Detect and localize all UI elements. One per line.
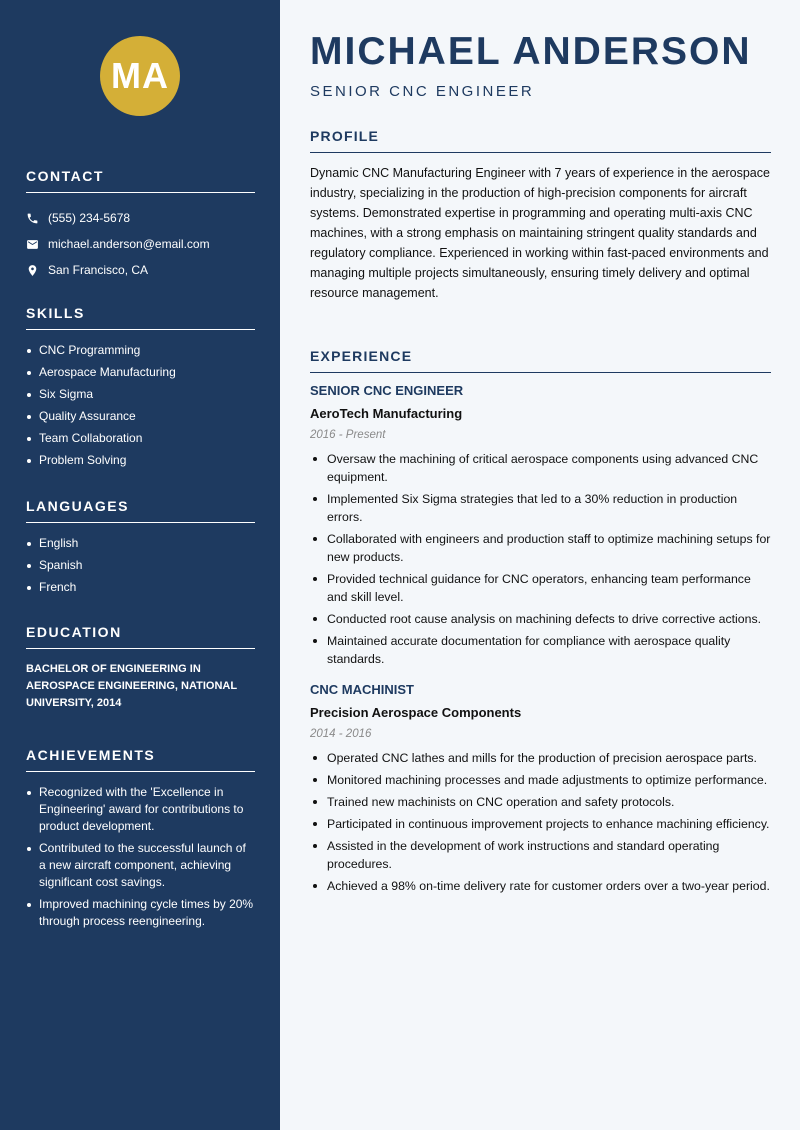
skill-item: Aerospace Manufacturing (26, 364, 255, 381)
languages-title: LANGUAGES (26, 498, 255, 523)
degree-text: BACHELOR OF ENGINEERING IN AEROSPACE ENGINEERING, NATIONAL UNIVERSITY, 2014 (26, 663, 237, 709)
job-entry (310, 383, 771, 668)
avatar: MA (100, 36, 180, 116)
skill-item: Six Sigma (26, 386, 255, 403)
job-bullet: Trained new machinists on CNC operation and safety protocols. (310, 793, 771, 811)
job-bullet: Implemented Six Sigma strategies that led to a 30% reduction in production errors. (310, 490, 771, 526)
job-bullet: Achieved a 98% on-time delivery rate for customer orders over a two-year period. (310, 877, 771, 895)
email-icon (26, 238, 39, 251)
skill-item: Quality Assurance (26, 408, 255, 425)
languages-section (26, 498, 255, 601)
contact-phone (26, 205, 255, 231)
job-bullet: Operated CNC lathes and mills for the production of precision aerospace parts. (310, 749, 771, 767)
phone-text: (555) 234-5678 (48, 211, 131, 225)
job-dates: 2016 - Present (310, 429, 386, 441)
profile-text: Dynamic CNC Manufacturing Engineer with 7 years of experience in the aerospace industry, specializing in the production of high-precision components for aircraft systems. Demonstrated expertise in programming and operating multi-axis CNC machines, with a strong emphasis on maintaining stringent quality standards and regulatory compliance. Experienced in working within fast-paced environments and managing multiple projects simultaneously, ensuring timely delivery and optimal resource management. (310, 166, 770, 300)
main-content (280, 0, 800, 1130)
job-bullets (310, 749, 771, 895)
skill-item: CNC Programming (26, 342, 255, 359)
location-pin-icon (26, 264, 39, 277)
full-name: MICHAEL ANDERSON (310, 30, 752, 73)
languages-list (26, 535, 255, 596)
achievement-item: Recognized with the 'Excellence in Engineering' award for contributions to product development. (26, 784, 255, 835)
language-item: English (26, 535, 255, 552)
company-name: AeroTech Manufacturing (310, 406, 463, 421)
achievement-item: Improved machining cycle times by 20% through process reengineering. (26, 896, 255, 930)
education-title: EDUCATION (26, 624, 255, 649)
job-bullet: Oversaw the machining of critical aerospace components using advanced CNC equipment. (310, 450, 771, 486)
contact-location (26, 257, 255, 283)
contact-email (26, 231, 255, 257)
job-bullet: Maintained accurate documentation for compliance with aerospace quality standards. (310, 632, 771, 668)
skill-item: Team Collaboration (26, 430, 255, 447)
job-entry (310, 682, 771, 895)
skills-title: SKILLS (26, 305, 255, 330)
achievements-section (26, 747, 255, 935)
job-bullet: Assisted in the development of work instructions and standard operating procedures. (310, 837, 771, 873)
company-name: Precision Aerospace Components (310, 705, 522, 720)
job-bullet: Collaborated with engineers and production staff to optimize machining setups for new products. (310, 530, 771, 566)
contact-title: CONTACT (26, 168, 255, 193)
job-bullet: Participated in continuous improvement projects to enhance machining efficiency. (310, 815, 771, 833)
education-section (26, 624, 255, 712)
skills-section (26, 305, 255, 474)
contact-section (26, 168, 255, 283)
location-text: San Francisco, CA (48, 263, 149, 277)
email-text: michael.anderson@email.com (48, 237, 210, 251)
achievements-title: ACHIEVEMENTS (26, 747, 255, 772)
phone-icon (26, 212, 39, 225)
profile-title: PROFILE (310, 128, 771, 153)
experience-section (310, 348, 771, 899)
achievements-list (26, 784, 255, 930)
skills-list (26, 342, 255, 469)
skill-item: Problem Solving (26, 452, 255, 469)
sidebar (0, 0, 280, 1130)
language-item: Spanish (26, 557, 255, 574)
language-item: French (26, 579, 255, 596)
job-bullets (310, 450, 771, 668)
experience-title: EXPERIENCE (310, 348, 771, 373)
job-bullet: Conducted root cause analysis on machining defects to drive corrective actions. (310, 610, 771, 628)
job-bullet: Provided technical guidance for CNC operators, enhancing team performance and skill level. (310, 570, 771, 606)
job-dates: 2014 - 2016 (310, 728, 372, 740)
job-title: SENIOR CNC ENGINEER (310, 83, 535, 100)
achievement-item: Contributed to the successful launch of a new aircraft component, achieving significant cost savings. (26, 840, 255, 891)
job-bullet: Monitored machining processes and made adjustments to optimize performance. (310, 771, 771, 789)
job-role: SENIOR CNC ENGINEER (310, 383, 464, 398)
job-role: CNC MACHINIST (310, 682, 414, 697)
profile-section (310, 128, 771, 303)
